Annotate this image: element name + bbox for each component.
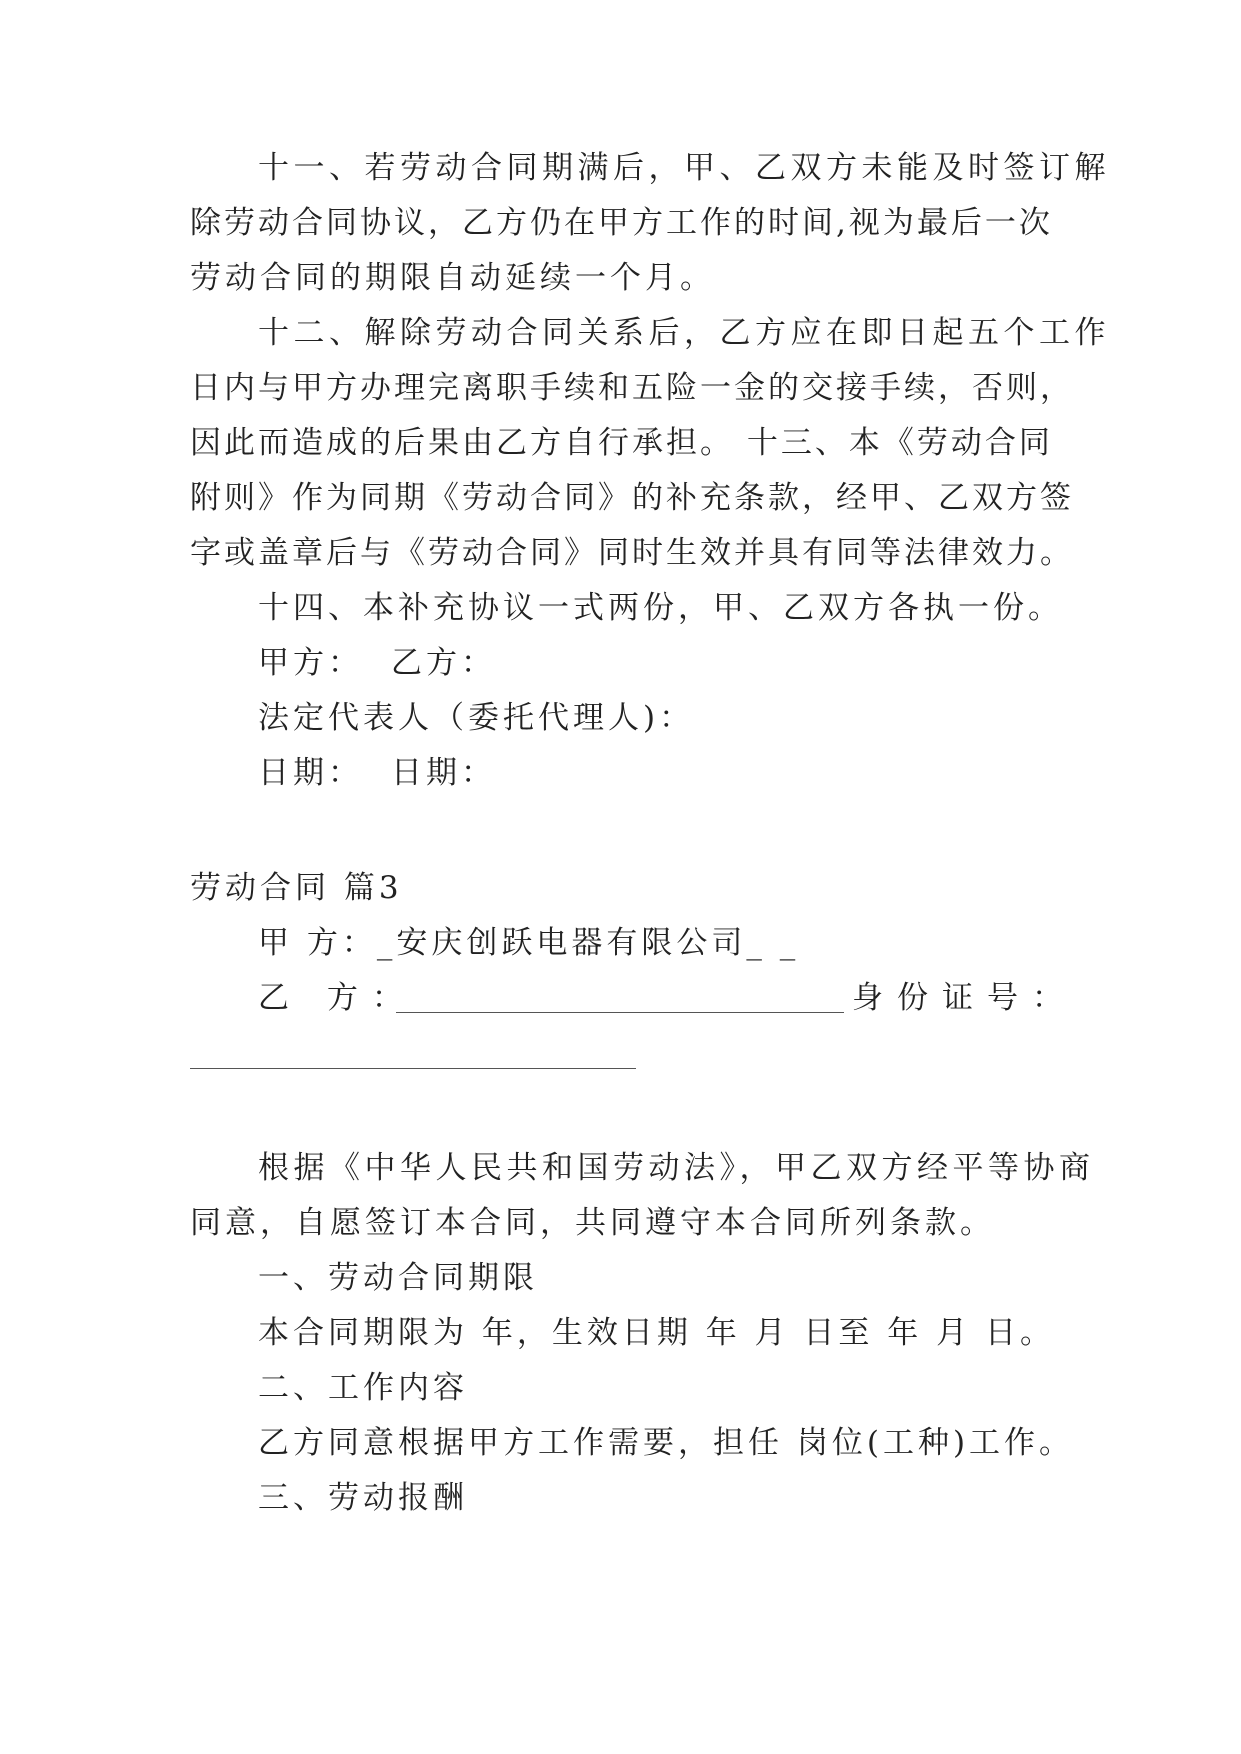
party-a-company: _安庆创跃电器有限公司_ _ bbox=[376, 925, 800, 961]
signature-parties-line bbox=[258, 643, 496, 683]
clause-12-line-1: 十二、解除劳动合同关系后，乙方应在即日起五个工作 bbox=[258, 315, 1110, 351]
clause-13-line-1: 附则》作为同期《劳动合同》的补充条款，经甲、乙双方签 bbox=[190, 480, 1074, 516]
section-3-heading: 劳动合同 篇3 bbox=[190, 870, 403, 906]
work-heading: 二、工作内容 bbox=[258, 1370, 468, 1406]
legal-representative-label: 法定代表人（委托代理人)： bbox=[258, 700, 695, 736]
intro-line-1: 根据《中华人民共和国劳动法》，甲乙双方经平等协商 bbox=[258, 1150, 1095, 1186]
signature-dates-line bbox=[258, 753, 496, 793]
party-a-label: 甲 方： bbox=[258, 925, 377, 961]
clause-14: 十四、本补充协议一式两份，甲、乙双方各执一份。 bbox=[258, 590, 1063, 626]
term-heading: 一、劳动合同期限 bbox=[258, 1260, 538, 1296]
clause-12-line-3: 因此而造成的后果由乙方自行承担。 十三、本《劳动合同 bbox=[190, 425, 1053, 461]
clause-11-line-3: 劳动合同的期限自动延续一个月。 bbox=[190, 260, 715, 296]
id-number-label: 身份证号： bbox=[852, 980, 1077, 1016]
intro-line-2: 同意，自愿签订本合同，共同遵守本合同所列条款。 bbox=[190, 1205, 995, 1241]
pay-heading: 三、劳动报酬 bbox=[258, 1480, 468, 1516]
id-number-blank-line bbox=[190, 1068, 636, 1069]
party-b-blank-line bbox=[396, 1012, 844, 1013]
party-b-sign-label: 乙方： bbox=[391, 645, 496, 681]
term-text: 本合同期限为 年，生效日期 年 月 日至 年 月 日。 bbox=[258, 1315, 1055, 1351]
clause-11-line-1: 十一、若劳动合同期满后，甲、乙双方未能及时签订解 bbox=[258, 150, 1110, 186]
clause-13-line-2: 字或盖章后与《劳动合同》同时生效并具有同等法律效力。 bbox=[190, 535, 1074, 571]
party-a-line bbox=[258, 923, 799, 963]
date-a-label: 日期： bbox=[258, 755, 363, 791]
date-b-label: 日期： bbox=[391, 755, 496, 791]
work-text: 乙方同意根据甲方工作需要，担任 岗位(工种)工作。 bbox=[258, 1425, 1075, 1461]
clause-12-line-2: 日内与甲方办理完离职手续和五险一金的交接手续，否则， bbox=[190, 370, 1074, 406]
clause-11-line-2: 除劳动合同协议，乙方仍在甲方工作的时间,视为最后一次 bbox=[190, 205, 1053, 241]
party-a-sign-label: 甲方： bbox=[258, 645, 363, 681]
party-b-label: 乙 方： bbox=[258, 980, 417, 1016]
